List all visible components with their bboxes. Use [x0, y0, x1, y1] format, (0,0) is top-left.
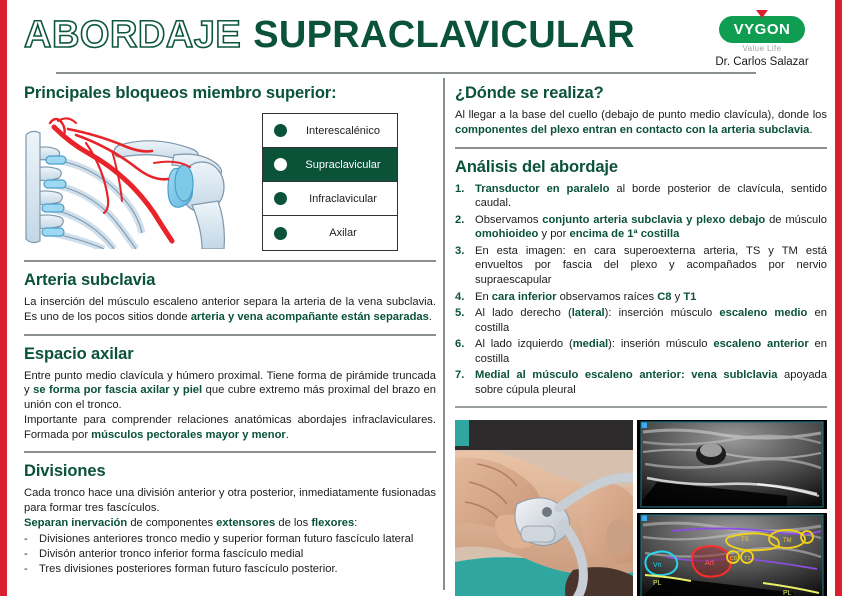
text-run: :: [354, 517, 358, 530]
arteria-subclavia-text: [24, 295, 436, 325]
dash-marker: -: [24, 562, 28, 575]
item-text: [475, 213, 827, 242]
text-run: observamos raíces: [556, 290, 658, 303]
donde-se-realiza-heading: ¿Dónde se realiza?: [455, 84, 604, 102]
block-item-interescalenico[interactable]: [263, 114, 397, 148]
probe-placement-photo: [455, 420, 633, 596]
page-border-left: [0, 0, 7, 596]
left-column: [24, 84, 436, 577]
block-label: Infraclavicular: [309, 192, 377, 205]
section-divider: [455, 406, 827, 408]
item-number: 6.: [455, 338, 465, 351]
title-outline-word: ABORDAJE: [24, 14, 242, 56]
vygon-logo-text: VYGON: [733, 21, 791, 38]
header-divider: [56, 72, 756, 74]
item-text: En esta imagen: en cara superoexterna arteria, TS y TM está envueltos por fascia del plexo y acompañados por nervio supraescapular: [475, 244, 827, 286]
text-run: Al lado derecho (: [475, 307, 572, 320]
section-divider: [455, 147, 827, 149]
divisiones-bullet-list: [24, 532, 436, 577]
text-run: Al lado izquierdo (: [475, 338, 573, 351]
block-item-infraclavicular[interactable]: [263, 182, 397, 216]
section-divider: [24, 451, 436, 453]
text-run: La inserción del músculo escaleno anterior separa la arteria de la vena subclavia. Es uno de los pocos sitios donde: [24, 296, 436, 323]
emphasis-run: componentes del plexo entran en contacto con la arteria subclavia: [455, 123, 810, 136]
item-number: 7.: [455, 369, 465, 382]
svg-text:T1: T1: [744, 555, 751, 562]
emphasis-run: Transductor en paralelo: [475, 182, 610, 195]
emphasis-run: T1: [683, 290, 697, 303]
emphasis-run: encima de 1ª costilla: [569, 228, 680, 241]
svg-text:Vn: Vn: [653, 561, 662, 569]
image-panel-row: [455, 420, 827, 596]
item-text: [475, 337, 827, 366]
anatomy-figure-row: [24, 109, 436, 251]
item-text: [475, 182, 827, 211]
emphasis-run: cara inferior: [491, 290, 557, 303]
svg-text:Art: Art: [705, 559, 714, 567]
text-run: Al llegar a la base del cuello (debajo de punto medio clavícula), donde los: [455, 109, 827, 121]
dash-marker: -: [24, 532, 28, 545]
text-run: ): inserción músculo: [604, 307, 720, 320]
author-name: Dr. Carlos Salazar: [715, 56, 809, 68]
emphasis-run: músculos pectorales mayor y menor: [91, 428, 286, 441]
text-run: de músculo: [765, 213, 827, 226]
block-label: Interescalénico: [306, 124, 380, 137]
item-text: [475, 306, 827, 335]
espacio-axilar-heading: Espacio axilar: [24, 344, 134, 363]
analisis-item-1: [455, 182, 827, 211]
emphasis-run: C8: [657, 290, 672, 303]
block-label: Supraclavicular: [305, 158, 381, 171]
list-item: [24, 562, 436, 577]
item-number: 5.: [455, 307, 465, 320]
block-type-list[interactable]: [262, 113, 398, 251]
text-run: de los: [275, 517, 312, 530]
text-run: Entre punto medio clavícula y húmero proximal. Tiene forma de pirámide truncada y: [24, 369, 436, 397]
text-run: y por: [538, 228, 570, 241]
emphasis-run: Separan inervación: [24, 517, 128, 530]
column-divider: [443, 78, 445, 590]
ultrasound-scan: [637, 420, 827, 509]
divisiones-text-1: Cada tronco hace una división anterior y otra posterior, inmediatamente fusionadas para formar tres fascículos.: [24, 487, 436, 515]
emphasis-run: arteria y vena acompañante están separadas: [190, 310, 429, 323]
list-item: [24, 547, 436, 562]
dash-marker: -: [24, 547, 28, 560]
analisis-item-4: [455, 290, 827, 305]
espacio-axilar-text-1: [24, 369, 436, 413]
list-item: [24, 532, 436, 547]
text-run: .: [285, 428, 289, 441]
divisiones-text-2: [24, 516, 436, 531]
text-run: de componentes: [127, 517, 217, 530]
analisis-item-6: [455, 337, 827, 366]
svg-text:PL: PL: [653, 579, 662, 587]
text-run: Importante para comprender relaciones anatómicas abordajes infraclaviculares. Formada por: [24, 413, 436, 441]
text-run: en costilla: [475, 338, 827, 365]
item-number: 2.: [455, 213, 465, 226]
text-run: que cubre extremo más proximal del brazo en unión con el tronco.: [24, 384, 437, 412]
emphasis-run: Medial al músculo escaleno anterior: vena sublclavia: [475, 369, 778, 382]
emphasis-run: se forma por fascia axilar y piel: [33, 384, 203, 397]
bullet-icon: [274, 158, 287, 171]
analisis-item-7: [455, 368, 827, 397]
text-run: En: [475, 290, 492, 303]
analisis-item-3: [455, 244, 827, 288]
bullet-icon: [274, 124, 287, 137]
analisis-list: [455, 182, 827, 398]
emphasis-run: omohioideo: [475, 228, 539, 241]
section-divider: [24, 260, 436, 262]
vygon-logo-pill: [719, 16, 805, 43]
item-number: 4.: [455, 290, 465, 303]
block-item-axilar[interactable]: [263, 216, 397, 250]
item-number: 3.: [455, 244, 465, 257]
text-run: apoyada sobre cúpula pleural: [475, 369, 827, 396]
text-run: .: [428, 310, 432, 323]
emphasis-run: escaleno anterior: [713, 338, 809, 351]
page-title: [24, 14, 818, 57]
svg-text:TS: TS: [741, 536, 749, 543]
list-item-text: Tres divisiones posteriores forman futuro fascículo posterior.: [39, 562, 338, 575]
svg-text:C8: C8: [730, 555, 738, 562]
page-header: [24, 14, 818, 72]
block-item-supraclavicular[interactable]: [263, 148, 397, 182]
brand-logo: [706, 16, 818, 68]
analisis-item-5: [455, 306, 827, 335]
emphasis-run: extensores: [216, 517, 276, 530]
section-divider: [24, 334, 436, 336]
title-solid-word: SUPRACLAVICULAR: [253, 14, 635, 56]
analisis-heading: Análisis del abordaje: [455, 157, 618, 176]
text-run: Observamos: [475, 213, 543, 226]
ultrasound-scan-annotated: [637, 513, 827, 596]
divisiones-heading: Divisiones: [24, 462, 106, 481]
blocks-heading: Principales bloqueos miembro superior:: [24, 84, 337, 102]
block-label: Axilar: [329, 227, 357, 239]
emphasis-run: lateral: [571, 307, 605, 320]
emphasis-run: conjunto arteria subclavia y plexo debajo: [542, 213, 766, 226]
text-run: al borde posterior de clavícula, sentido caudal.: [475, 182, 828, 210]
text-run: en costilla: [475, 307, 827, 334]
arteria-subclavia-heading: Arteria subclavia: [24, 271, 156, 289]
donde-se-realiza-text: [455, 108, 827, 138]
right-column: [455, 84, 827, 596]
ultrasound-column: [637, 420, 827, 596]
analisis-item-2: [455, 213, 827, 242]
emphasis-run: escaleno medio: [719, 307, 808, 320]
svg-text:TM: TM: [783, 537, 792, 544]
list-item-text: Divisón anterior tronco inferior forma fascículo medial: [39, 547, 304, 560]
logo-tagline: Value Life: [742, 44, 782, 53]
text-run: ): inserión músculo: [608, 338, 714, 351]
shoulder-anatomy-illustration: [24, 109, 252, 249]
item-text: [475, 368, 827, 397]
triangle-icon: [756, 10, 768, 18]
bullet-icon: [274, 227, 287, 240]
emphasis-run: flexores: [311, 517, 355, 530]
text-run: .: [809, 123, 813, 136]
list-item-text: Divisiones anteriores tronco medio y superior forman futuro fascículo lateral: [39, 532, 414, 545]
item-number: 1.: [455, 182, 465, 195]
emphasis-run: medial: [572, 338, 609, 351]
text-run: y: [671, 290, 684, 303]
item-text: [475, 290, 827, 305]
espacio-axilar-text-2: [24, 413, 436, 443]
page-border-right: [835, 0, 842, 596]
svg-text:PL: PL: [783, 589, 792, 596]
bullet-icon: [274, 192, 287, 205]
